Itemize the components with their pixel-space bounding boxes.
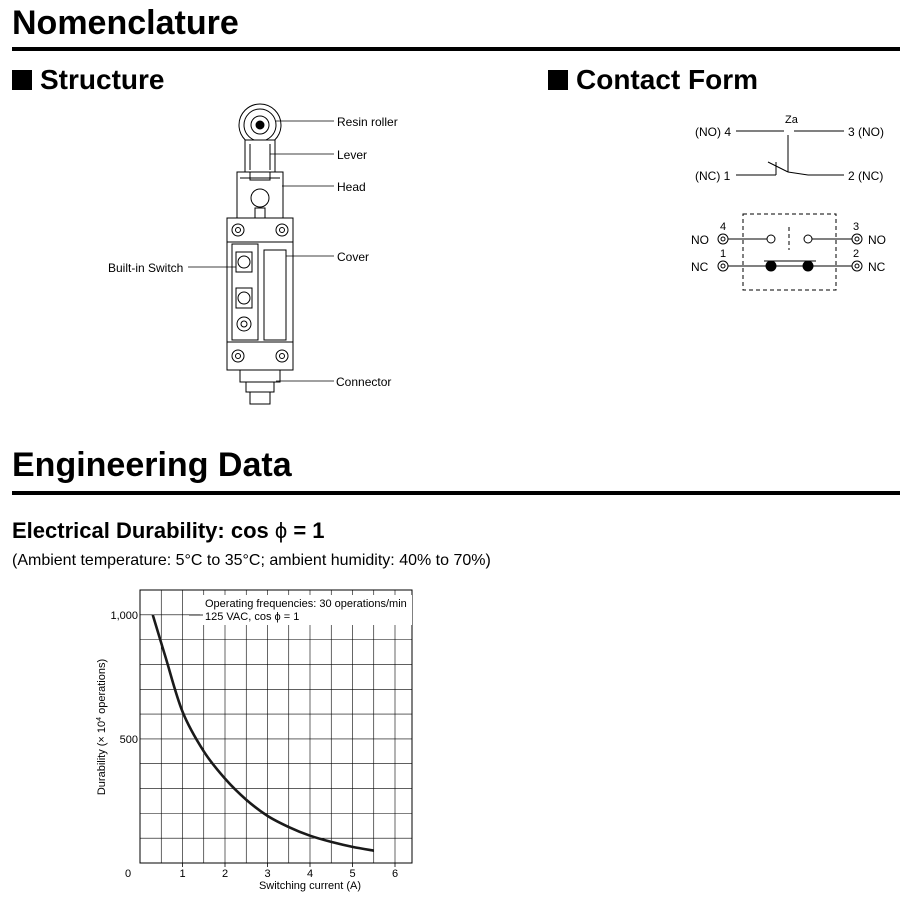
y-tick-label: 500 xyxy=(119,733,138,746)
nomenclature-title: Nomenclature xyxy=(12,4,239,42)
terminal-num-3: 3 xyxy=(853,221,860,233)
label-head: Head xyxy=(337,180,366,194)
label-cover: Cover xyxy=(337,250,370,264)
structure-diagram xyxy=(100,100,420,410)
engineering-rule xyxy=(12,491,900,495)
terminal-num-4: 4 xyxy=(720,221,727,233)
engineering-title: Engineering Data xyxy=(12,446,292,484)
square-bullet-icon xyxy=(548,70,568,90)
contact-form-heading xyxy=(548,64,758,96)
schem-no4: (NO) 4 xyxy=(695,125,731,139)
subtitle-suffix: = 1 xyxy=(287,518,325,543)
label-resin-roller: Resin roller xyxy=(337,115,398,129)
annotation-line2: 125 VAC, cos ϕ = 1 xyxy=(205,611,300,623)
x-tick-label: 4 xyxy=(306,868,314,880)
schem-nc2: 2 (NC) xyxy=(848,169,884,183)
label-lever: Lever xyxy=(337,148,368,162)
terminal-num-2: 2 xyxy=(853,248,860,260)
title-rule xyxy=(12,47,900,51)
label-built-in-switch: Built-in Switch xyxy=(108,261,184,275)
x-tick-label: 6 xyxy=(391,868,399,880)
durability-chart xyxy=(90,585,430,895)
y-label-main: Durability (× 10 xyxy=(96,720,108,796)
schem-no3: 3 (NO) xyxy=(848,125,884,139)
x-tick-label: 0 xyxy=(124,868,132,880)
terminal-no-left: NO xyxy=(691,233,709,247)
x-tick-label: 3 xyxy=(264,868,271,880)
y-axis-label xyxy=(96,659,108,795)
durability-subtitle xyxy=(12,518,325,544)
contact-form-heading-text: Contact Form xyxy=(576,64,758,95)
structure-heading-text: Structure xyxy=(40,64,165,95)
terminal-nc-right: NC xyxy=(868,260,886,274)
phi-symbol: ϕ xyxy=(274,518,288,543)
durability-curve xyxy=(153,615,374,851)
terminal-no-right: NO xyxy=(868,233,886,247)
square-bullet-icon xyxy=(12,70,32,90)
conditions-note: (Ambient temperature: 5°C to 35°C; ambient humidity: 40% to 70%) xyxy=(12,552,491,569)
terminal-num-1: 1 xyxy=(720,248,727,260)
chart-ticks xyxy=(110,610,398,880)
schem-nc1: (NC) 1 xyxy=(695,169,731,183)
schem-za: Za xyxy=(785,114,798,126)
subtitle-prefix: Electrical Durability: cos xyxy=(12,518,275,543)
x-axis-label: Switching current (A) xyxy=(258,880,362,892)
y-label-sup: 4 xyxy=(96,716,103,721)
limit-switch-drawing xyxy=(227,104,293,404)
x-tick-label: 5 xyxy=(349,868,356,880)
y-tick-label: 1,000 xyxy=(110,609,138,622)
terminal-nc-left: NC xyxy=(691,260,709,274)
x-tick-label: 2 xyxy=(221,868,229,880)
x-tick-label: 1 xyxy=(179,868,186,880)
annotation-line1: Operating frequencies: 30 operations/min xyxy=(205,598,407,610)
label-connector: Connector xyxy=(336,375,392,389)
structure-heading xyxy=(12,64,164,96)
y-label-end: operations) xyxy=(96,658,108,717)
